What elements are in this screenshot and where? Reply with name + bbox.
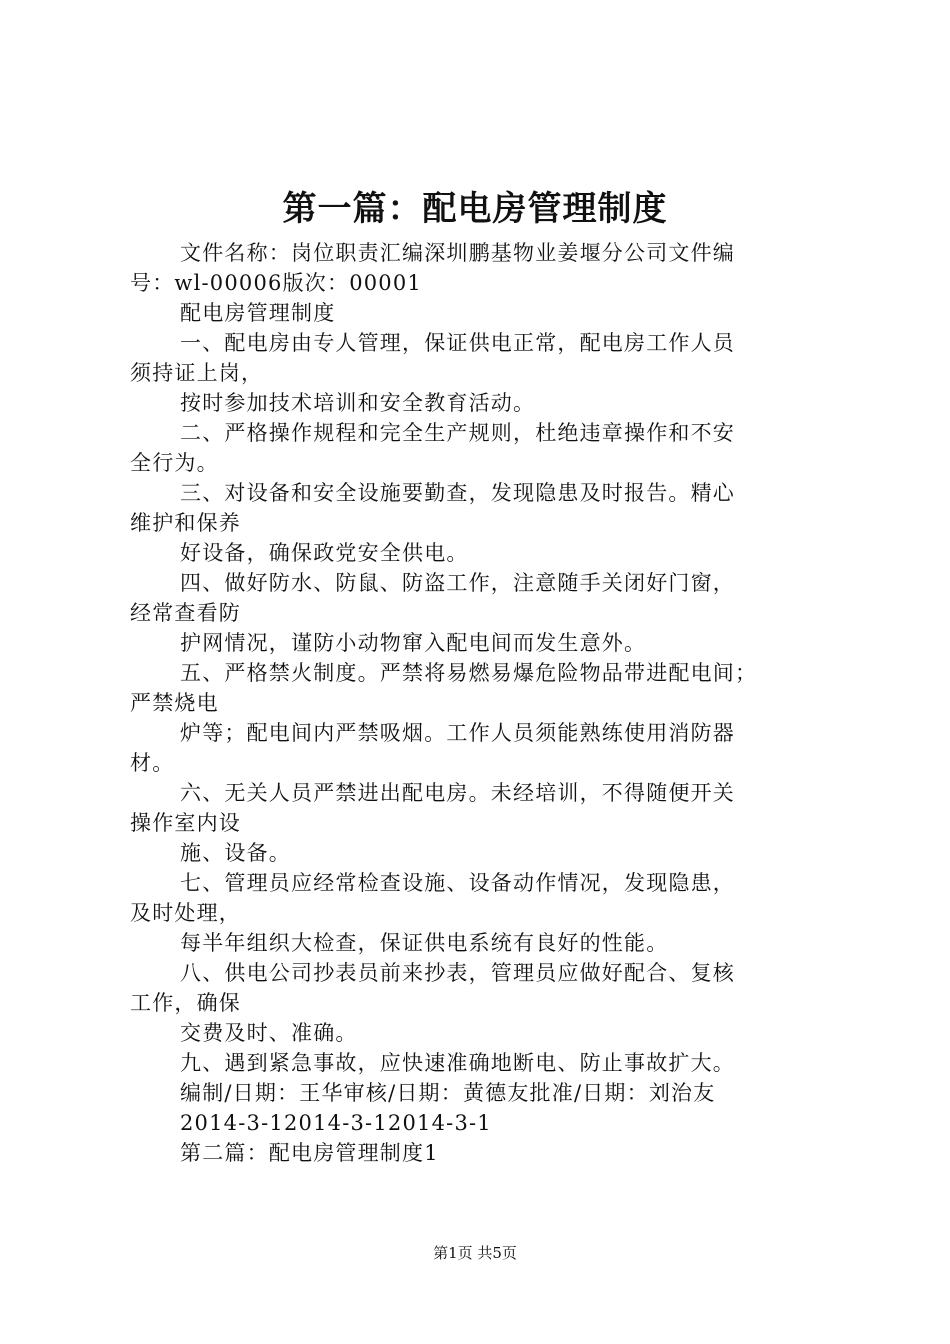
body-line: 须持证上岗， [130,361,264,385]
body-line: 文件名称：岗位职责汇编深圳鹏基物业姜堰分公司文件编 [180,241,735,265]
document-body [130,238,835,1168]
body-line: 炉等；配电间内严禁吸烟。工作人员须能熟练使用消防器 [180,721,735,745]
body-line: 及时处理， [130,901,241,925]
body-line: 施、设备。 [180,841,291,865]
body-line: 材。 [130,751,175,775]
body-line: 号：wl-00006版次：00001 [130,271,422,295]
body-line: 交费及时、准确。 [180,1021,358,1045]
body-line: 九、遇到紧急事故，应快速准确地断电、防止事故扩大。 [180,1051,735,1075]
body-line: 全行为。 [130,451,219,475]
body-line: 经常查看防 [130,601,241,625]
body-line: 五、严格禁火制度。严禁将易燃易爆危险物品带进配电间； [180,661,758,685]
body-line: 编制/日期：王华审核/日期：黄德友批准/日期：刘治友 [180,1081,716,1105]
body-line: 操作室内设 [130,811,241,835]
body-line: 一、配电房由专人管理，保证供电正常，配电房工作人员 [180,331,735,355]
body-line: 工作，确保 [130,991,241,1015]
body-line: 维护和保养 [130,511,241,535]
document-title: 第一篇：配电房管理制度 [282,189,668,229]
body-line: 四、做好防水、防鼠、防盗工作，注意随手关闭好门窗， [180,571,735,595]
body-line: 好设备，确保政党安全供电。 [180,541,469,565]
body-line: 护网情况，谨防小动物窜入配电间而发生意外。 [180,631,647,655]
body-line: 六、无关人员严禁进出配电房。未经培训，不得随便开关 [180,781,735,805]
body-line: 三、对设备和安全设施要勤查，发现隐患及时报告。精心 [180,481,735,505]
body-line: 八、供电公司抄表员前来抄表，管理员应做好配合、复核 [180,961,735,985]
body-line: 配电房管理制度 [180,301,336,325]
body-line: 严禁烧电 [130,691,219,715]
body-line: 第二篇：配电房管理制度1 [180,1141,439,1165]
body-line: 二、严格操作规程和完全生产规则，杜绝违章操作和不安 [180,421,735,445]
body-line: 2014-3-12014-3-12014-3-1 [180,1111,492,1135]
page-footer: 第1页 共5页 [433,1244,517,1262]
body-line: 按时参加技术培训和安全教育活动。 [180,391,536,415]
body-line: 每半年组织大检查，保证供电系统有良好的性能。 [180,931,669,955]
body-line: 七、管理员应经常检查设施、设备动作情况，发现隐患， [180,871,735,895]
